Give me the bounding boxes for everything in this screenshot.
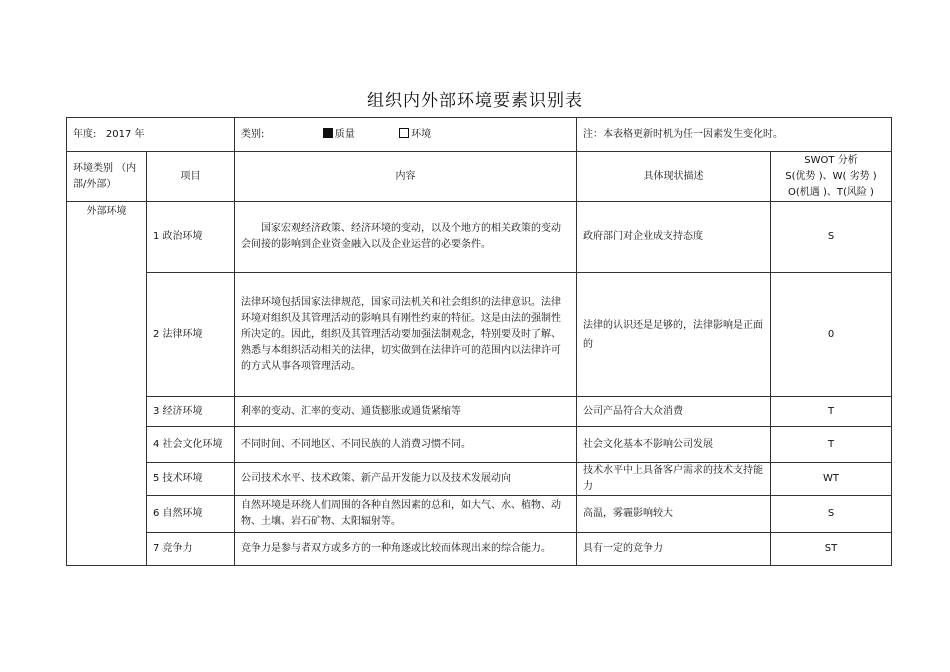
status-cell: 公司产品符合大众消费 bbox=[577, 397, 771, 427]
year-label: 年度: bbox=[73, 128, 97, 140]
year-cell bbox=[67, 118, 235, 152]
content-cell: 自然环境是环绕人们周围的各种自然因素的总和，如大气、水、植物、动物、土壤、岩石矿物、太阳辐射等。 bbox=[235, 496, 577, 533]
col-status: 具体现状描述 bbox=[577, 152, 771, 202]
quality-label: 质量 bbox=[334, 128, 355, 140]
environment-label: 环境 bbox=[411, 128, 432, 140]
category-label: 类别: bbox=[241, 128, 265, 140]
checked-box-icon[interactable] bbox=[323, 128, 333, 138]
column-header-row bbox=[67, 152, 892, 202]
item-cell: 5 技术环境 bbox=[147, 463, 235, 496]
table-row bbox=[67, 463, 892, 496]
table-row bbox=[67, 273, 892, 397]
swot-sw: S(优势 )、W( 劣势 ) bbox=[785, 170, 877, 182]
year-value: 2017 年 bbox=[105, 128, 145, 140]
col-item: 项目 bbox=[147, 152, 235, 202]
page-title: 组织内外部环境要素识别表 bbox=[367, 91, 583, 111]
swot-cell: S bbox=[771, 496, 892, 533]
table-row bbox=[67, 397, 892, 427]
content-cell: 公司技术水平、技术政策、新产品开发能力以及技术发展动向 bbox=[235, 463, 577, 496]
item-cell: 1 政治环境 bbox=[147, 202, 235, 273]
environment-factor-table bbox=[66, 117, 892, 566]
swot-cell: WT bbox=[771, 463, 892, 496]
swot-ot: O(机遇 )、T(风险 ) bbox=[788, 186, 874, 198]
category-option-environment[interactable] bbox=[399, 127, 431, 143]
note-cell: 注：本表格更新时机为任一因素发生变化时。 bbox=[577, 118, 892, 152]
status-cell: 法律的认识还是足够的，法律影响是正面的 bbox=[577, 273, 771, 397]
col-content: 内容 bbox=[235, 152, 577, 202]
swot-cell: ST bbox=[771, 533, 892, 566]
item-cell: 7 竞争力 bbox=[147, 533, 235, 566]
swot-cell: 0 bbox=[771, 273, 892, 397]
content-cell: 利率的变动、汇率的变动、通货膨胀或通货紧缩等 bbox=[235, 397, 577, 427]
content-cell: 法律环境包括国家法律规范，国家司法机关和社会组织的法律意识。法律环境对组织及其管理活动的影响具有刚性约束的特征。这是由法的强制性所决定的。因此，组织及其管理活动要加强法制观念，特别要及时了解、熟悉与本组织活动相关的法律，切实做到在法律许可的范围内以法律许可的方式从事各项管理活动。 bbox=[235, 273, 577, 397]
table-row bbox=[67, 533, 892, 566]
swot-cell: S bbox=[771, 202, 892, 273]
unchecked-box-icon[interactable] bbox=[399, 128, 409, 138]
swot-title: SWOT 分析 bbox=[804, 154, 858, 166]
item-cell: 2 法律环境 bbox=[147, 273, 235, 397]
col-swot bbox=[771, 152, 892, 202]
item-cell: 3 经济环境 bbox=[147, 397, 235, 427]
col-env-type: 环境类别 （内部/外部） bbox=[67, 152, 147, 202]
status-cell: 社会文化基本不影响公司发展 bbox=[577, 427, 771, 463]
status-cell: 政府部门对企业成支持态度 bbox=[577, 202, 771, 273]
table-row bbox=[67, 496, 892, 533]
item-cell: 6 自然环境 bbox=[147, 496, 235, 533]
category-cell bbox=[235, 118, 577, 152]
status-cell: 具有一定的竞争力 bbox=[577, 533, 771, 566]
table-info-row bbox=[67, 118, 892, 152]
status-cell: 技术水平中上具备客户需求的技术支持能力 bbox=[577, 463, 771, 496]
category-option-quality[interactable] bbox=[323, 127, 355, 143]
swot-cell: T bbox=[771, 397, 892, 427]
content-cell: 竞争力是参与者双方或多方的一种角逐或比较而体现出来的综合能力。 bbox=[235, 533, 577, 566]
swot-cell: T bbox=[771, 427, 892, 463]
item-cell: 4 社会文化环境 bbox=[147, 427, 235, 463]
content-cell: 不同时间、不同地区、不同民族的人消费习惯不同。 bbox=[235, 427, 577, 463]
table-row bbox=[67, 202, 892, 273]
env-type-cell: 外部环境 bbox=[67, 202, 147, 566]
table-row bbox=[67, 427, 892, 463]
status-cell: 高温，雾霾影响较大 bbox=[577, 496, 771, 533]
content-cell: 国家宏观经济政策、经济环境的变动，以及个地方的相关政策的变动会间接的影响到企业资金融入以及企业运营的必要条件。 bbox=[235, 202, 577, 273]
